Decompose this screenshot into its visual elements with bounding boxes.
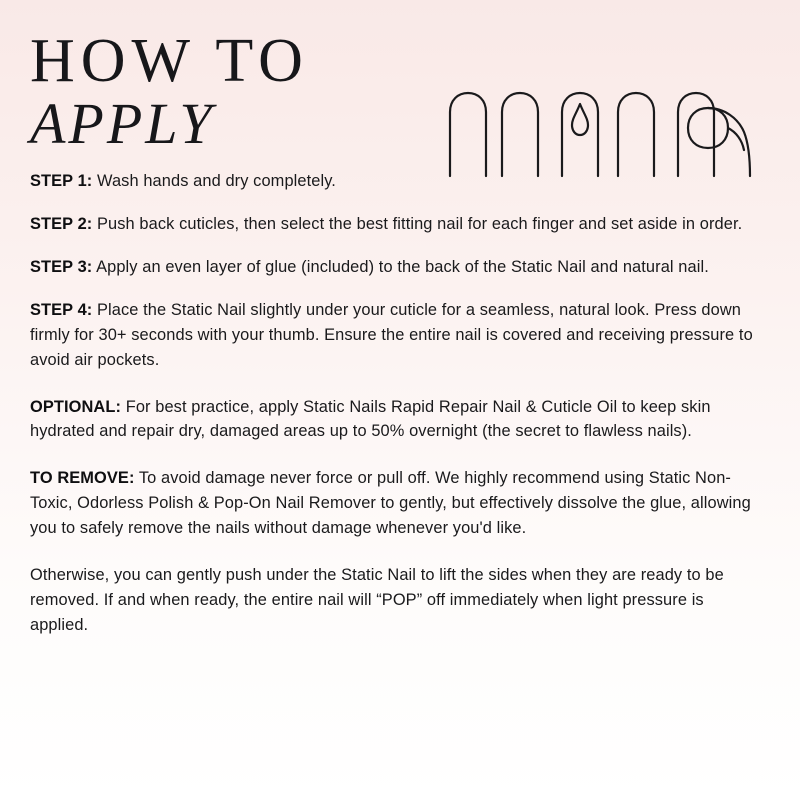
- step-1-label: STEP 1:: [30, 171, 93, 190]
- step-3-text: Apply an even layer of glue (included) to the back of the Static Nail and natural nail.: [92, 257, 709, 276]
- to-remove-label: TO REMOVE:: [30, 469, 135, 488]
- instruction-step-2: [30, 212, 764, 237]
- step-2-text: Push back cuticles, then select the best fitting nail for each finger and set aside in order.: [92, 214, 743, 233]
- instruction-step-4: [30, 298, 764, 373]
- step-1-text: Wash hands and dry completely.: [92, 171, 336, 190]
- instruction-list: [30, 169, 764, 638]
- closing-text: Otherwise, you can gently push under the Static Nail to lift the sides when they are ready to be removed. If and when ready, the entire nail will “POP” off immediately when light pressure is applied.: [30, 566, 724, 635]
- instruction-closing: [30, 563, 764, 638]
- page-title: [30, 27, 764, 156]
- optional-text: For best practice, apply Static Nails Rapid Repair Nail & Cuticle Oil to keep skin hydrated and repair dry, damaged areas up to 50% overnight (the secret to flawless nails).: [30, 397, 711, 441]
- step-2-label: STEP 2:: [30, 214, 93, 233]
- instruction-step-1: [30, 169, 764, 194]
- instruction-optional: [30, 395, 764, 445]
- step-4-text: Place the Static Nail slightly under your cuticle for a seamless, natural look. Press down firmly for 30+ seconds with your thumb. Ensure the entire nail is covered and receiving pressure to avoid air pockets.: [30, 300, 753, 369]
- title-line-how-to: HOW TO: [30, 27, 309, 95]
- instruction-to-remove: [30, 466, 764, 541]
- title-line-apply: APPLY: [30, 91, 215, 156]
- instruction-step-3: [30, 255, 764, 280]
- step-3-label: STEP 3:: [30, 257, 93, 276]
- step-4-label: STEP 4:: [30, 300, 93, 319]
- to-remove-text: To avoid damage never force or pull off. We highly recommend using Static Non-Toxic, Odorless Polish & Pop-On Nail Remover to gently, but effectively dissolve the glue, allowing you to safely remove the nails without damage whenever you'd like.: [30, 469, 751, 538]
- optional-label: OPTIONAL:: [30, 397, 122, 416]
